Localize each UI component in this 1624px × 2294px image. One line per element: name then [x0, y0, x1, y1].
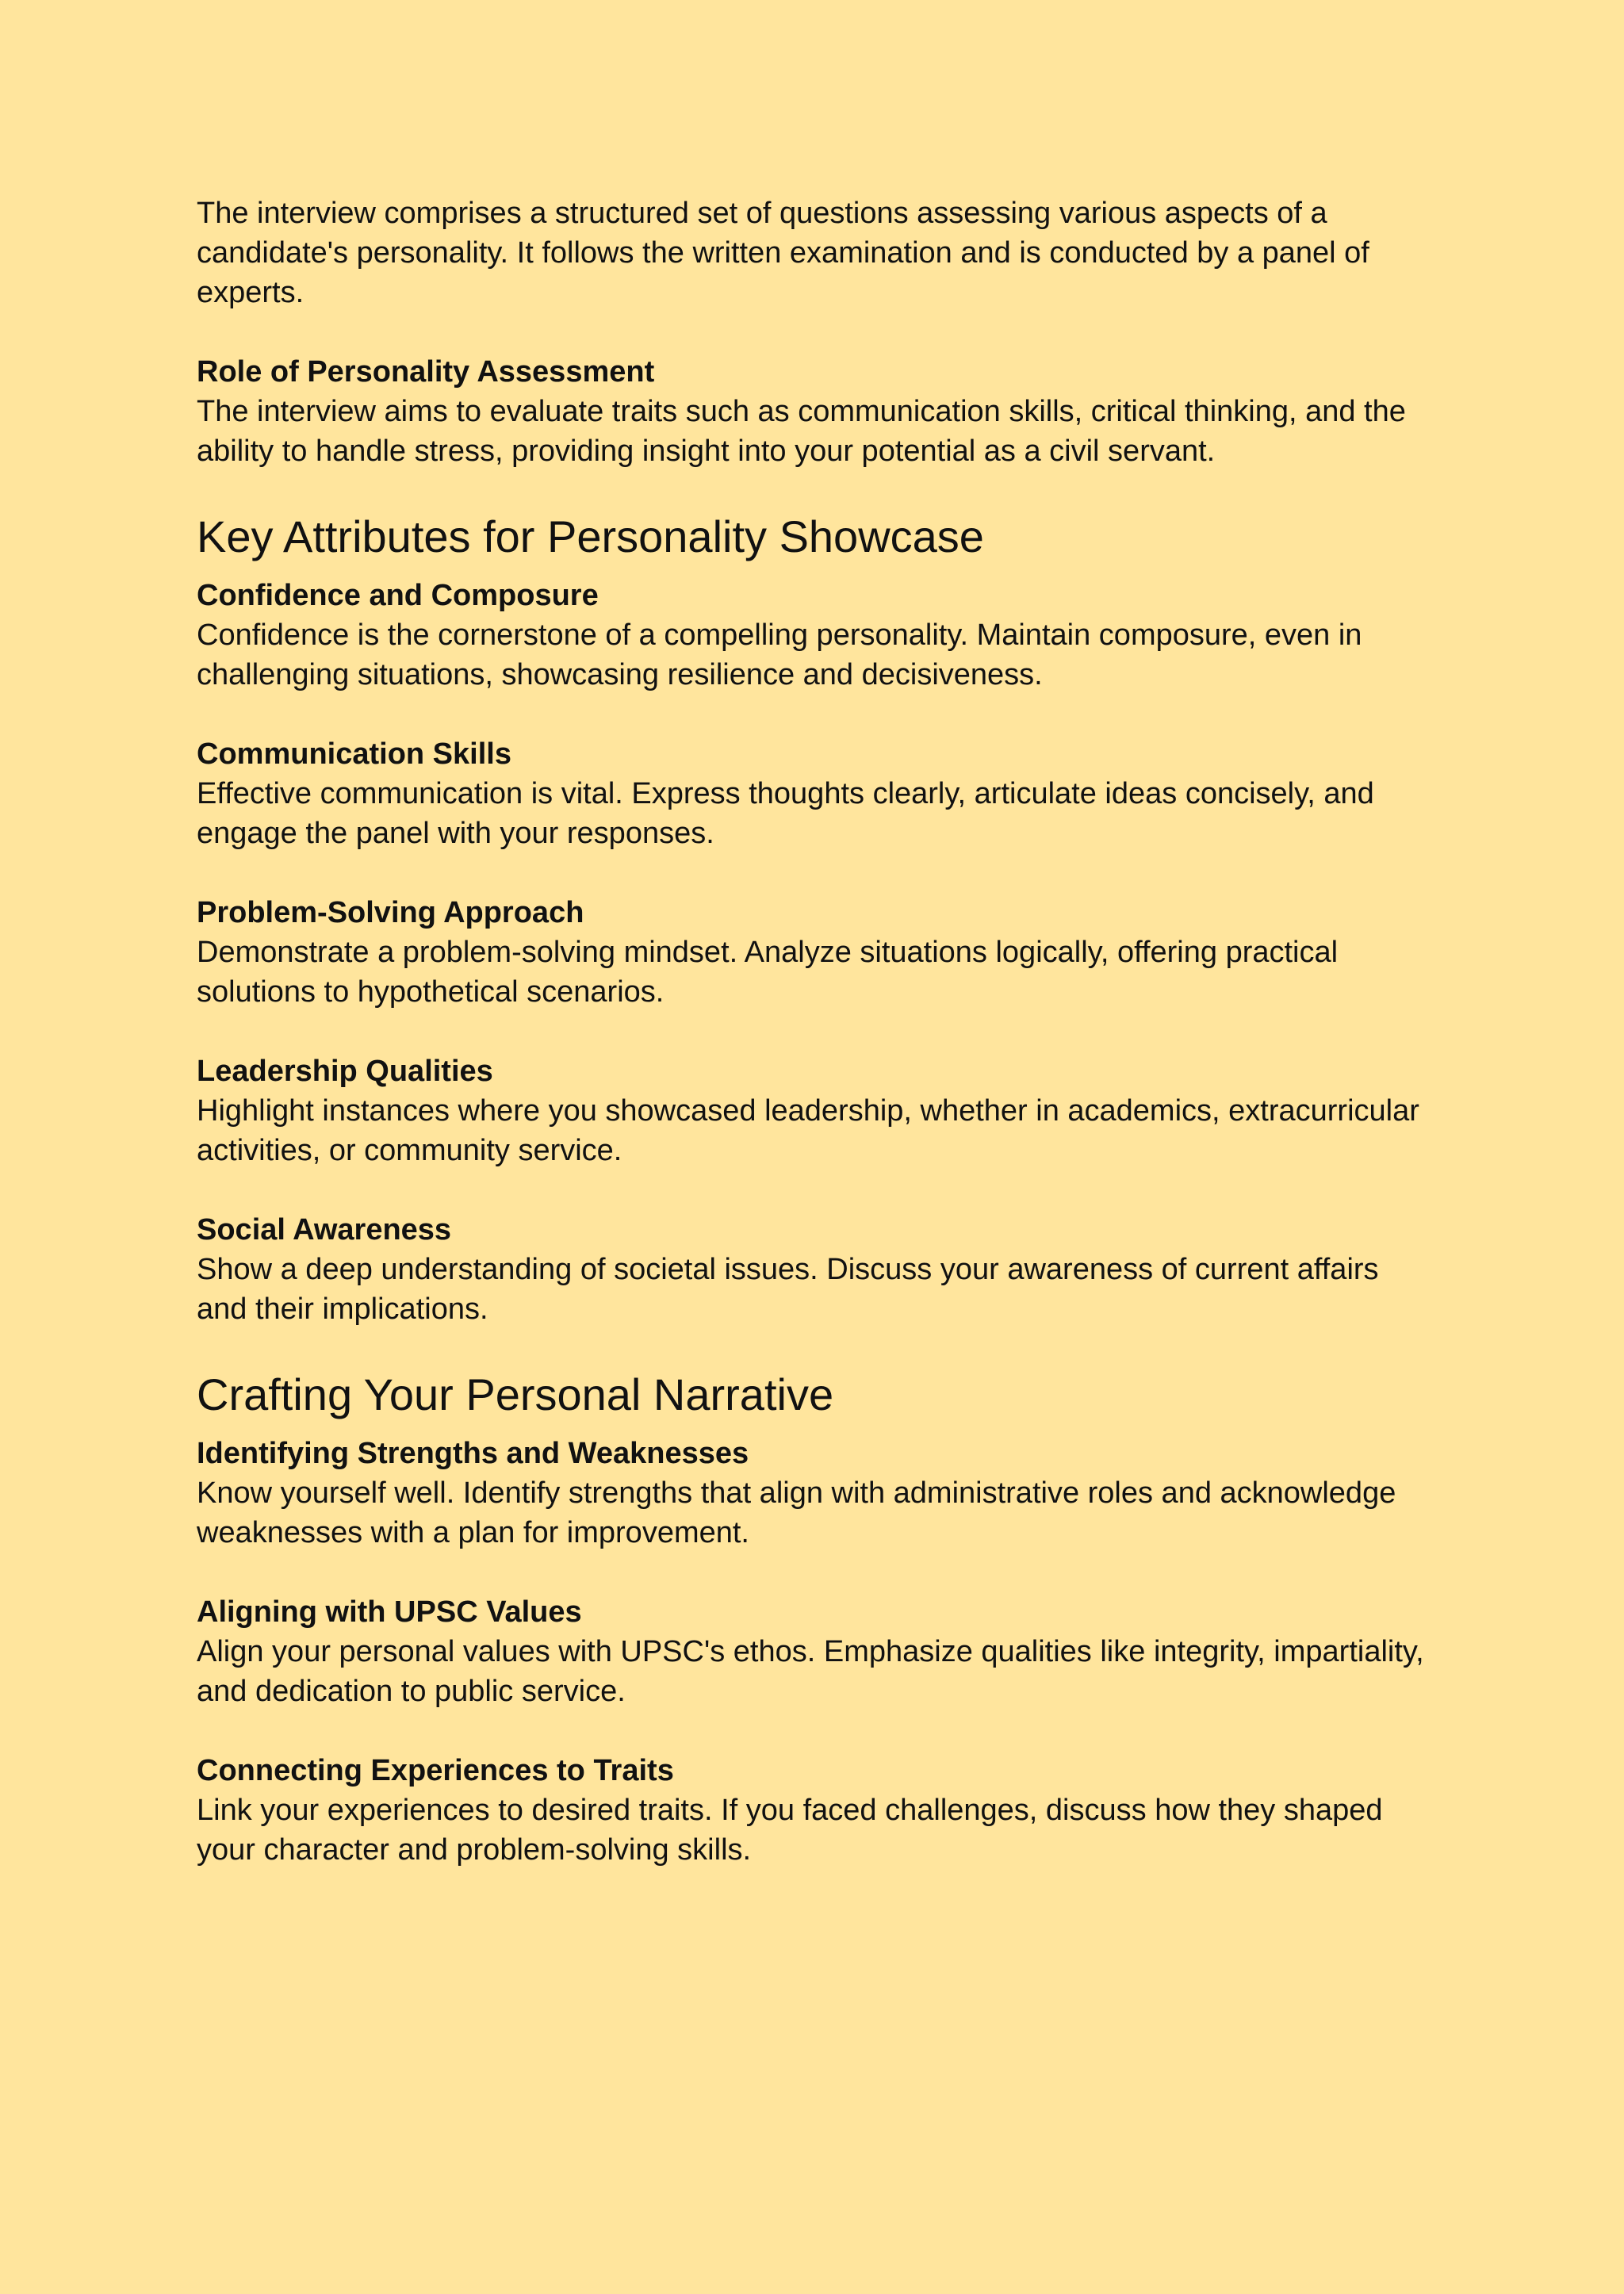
role-heading: Role of Personality Assessment — [197, 355, 655, 389]
personal-narrative-section — [197, 1369, 1427, 1870]
narrative-text: Know yourself well. Identify strengths that align with administrative roles and acknowledge weaknesses with a plan for improvement. — [197, 1476, 1396, 1549]
narrative-heading: Identifying Strengths and Weaknesses — [197, 1437, 749, 1470]
key-attributes-section — [197, 511, 1427, 1329]
attribute-item — [197, 734, 1427, 853]
attribute-text: Demonstrate a problem-solving mindset. Analyze situations logically, offering practical solutions to hypothetical scenarios. — [197, 936, 1339, 1009]
role-block — [197, 352, 1427, 471]
intro-paragraph: The interview comprises a structured set of questions assessing various aspects of a candidate's personality. It follows the written examination and is conducted by a panel of experts. — [197, 197, 1369, 309]
attribute-heading: Social Awareness — [197, 1213, 452, 1247]
narrative-item — [197, 1751, 1427, 1870]
narrative-text: Align your personal values with UPSC's ethos. Emphasize qualities like integrity, impartiality, and dedication to public service. — [197, 1635, 1424, 1708]
narrative-heading: Connecting Experiences to Traits — [197, 1754, 674, 1787]
attribute-heading: Leadership Qualities — [197, 1055, 493, 1088]
role-paragraph: The interview aims to evaluate traits such as communication skills, critical thinking, and the ability to handle stress, providing insight into your potential as a civil servant. — [197, 395, 1406, 468]
attribute-item — [197, 1210, 1427, 1329]
narrative-text: Link your experiences to desired traits. If you faced challenges, discuss how they shaped your character and problem-solving skills. — [197, 1794, 1383, 1867]
narrative-item — [197, 1434, 1427, 1553]
attribute-text: Confidence is the cornerstone of a compelling personality. Maintain composure, even in challenging situations, showcasing resilience and decisiveness. — [197, 618, 1362, 691]
attribute-heading: Communication Skills — [197, 737, 511, 771]
intro-block — [197, 193, 1427, 312]
narrative-heading: Aligning with UPSC Values — [197, 1595, 582, 1629]
key-attributes-title: Key Attributes for Personality Showcase — [197, 511, 984, 561]
attribute-text: Highlight instances where you showcased leadership, whether in academics, extracurricular activities, or community service. — [197, 1094, 1419, 1167]
attribute-item — [197, 1051, 1427, 1170]
narrative-item — [197, 1592, 1427, 1711]
personal-narrative-title: Crafting Your Personal Narrative — [197, 1369, 834, 1419]
attribute-item — [197, 893, 1427, 1012]
attribute-text: Show a deep understanding of societal issues. Discuss your awareness of current affairs and their implications. — [197, 1253, 1379, 1326]
attribute-item — [197, 576, 1427, 695]
attribute-heading: Confidence and Composure — [197, 579, 599, 612]
attribute-heading: Problem-Solving Approach — [197, 896, 584, 929]
attribute-text: Effective communication is vital. Express thoughts clearly, articulate ideas concisely, and engage the panel with your responses. — [197, 777, 1374, 850]
